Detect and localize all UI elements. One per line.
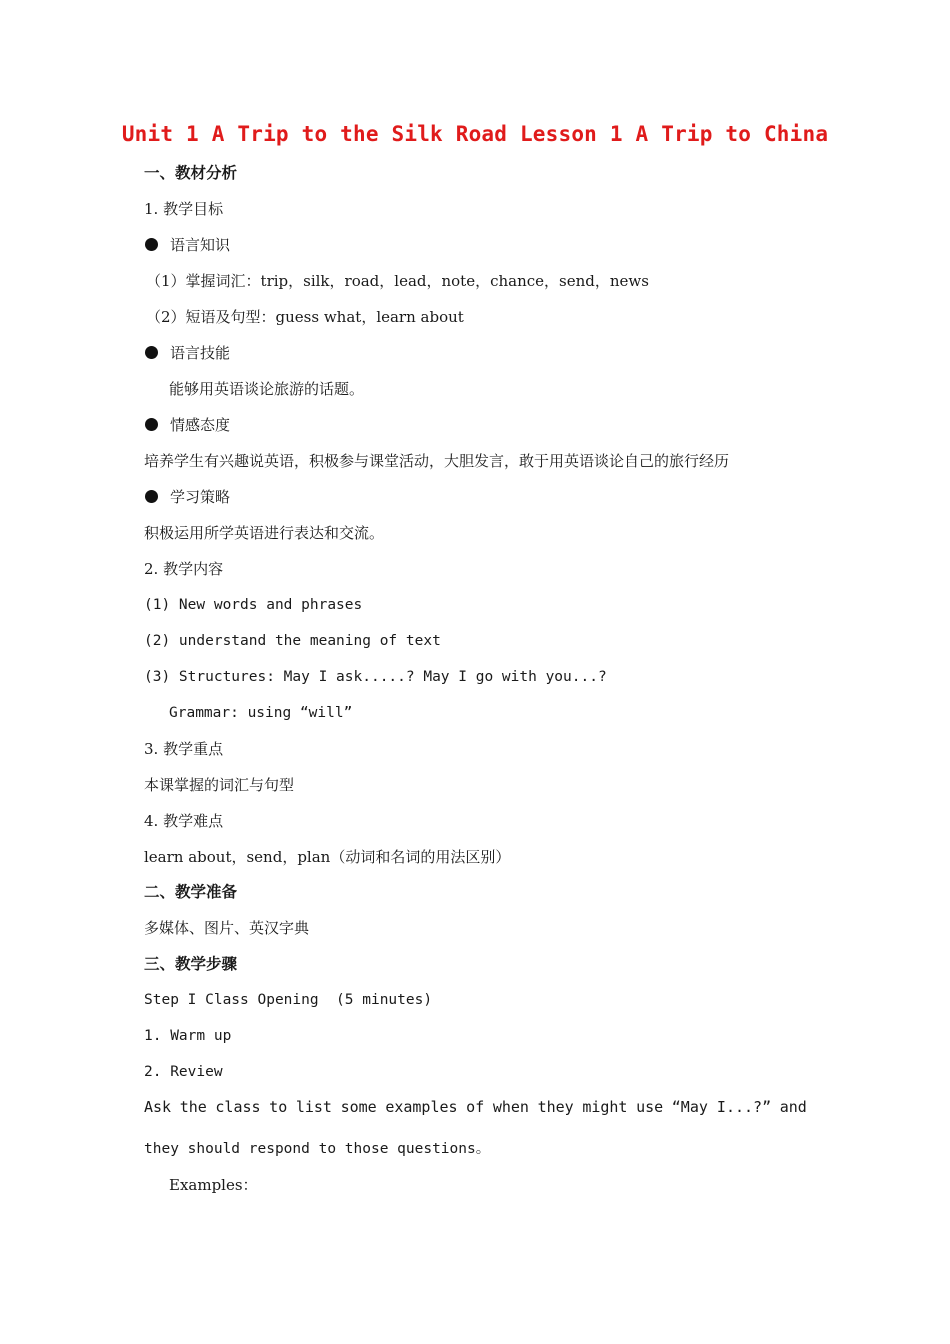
instruction-word: to — [269, 1098, 288, 1116]
difficult-points-heading: 4. 教学难点 — [144, 812, 224, 830]
instruction-line-1 — [144, 1098, 807, 1116]
difficult-points-text: learn about，send，plan（动词和名词的用法区别） — [144, 848, 511, 866]
vocab-line: （1）掌握词汇：trip，silk，road，lead，note，chance，send，news — [146, 272, 649, 290]
instruction-word: some — [340, 1098, 377, 1116]
content-heading: 2. 教学内容 — [144, 560, 224, 578]
examples-label: Examples： — [169, 1176, 258, 1194]
instruction-word: they — [537, 1098, 574, 1116]
key-points-text: 本课掌握的词汇与句型 — [144, 776, 295, 794]
instruction-word: and — [779, 1098, 807, 1116]
bullet-icon — [145, 490, 158, 503]
content-item-1: (1) New words and phrases — [144, 597, 363, 613]
section-heading-analysis: 一、教材分析 — [144, 164, 238, 182]
instruction-word: when — [492, 1098, 529, 1116]
instruction-word: class — [215, 1098, 261, 1116]
content-item-3: (3) Structures: May I ask.....? May I go with you...? — [144, 669, 607, 685]
instruction-word: list — [295, 1098, 332, 1116]
key-points-heading: 3. 教学重点 — [144, 740, 224, 758]
section-heading-preparation: 二、教学准备 — [144, 883, 238, 901]
bullet-attitude — [145, 415, 230, 435]
bullet-label: 语言知识 — [170, 236, 231, 254]
bullet-language-knowledge — [145, 235, 230, 255]
grammar-line: Grammar: using “will” — [169, 705, 353, 721]
bullet-strategy — [145, 487, 230, 507]
attitude-text: 培养学生有兴趣说英语，积极参与课堂活动，大胆发言，敢于用英语谈论自己的旅行经历 — [144, 452, 730, 470]
content-item-2: (2) understand the meaning of text — [144, 633, 441, 649]
bullet-label: 学习策略 — [170, 488, 231, 506]
objectives-heading: 1. 教学目标 — [144, 200, 224, 218]
document-title: Unit 1 A Trip to the Silk Road Lesson 1 A Trip to China — [121, 122, 829, 146]
review-line: 2. Review — [144, 1064, 223, 1080]
instruction-word: “May I...?” — [671, 1098, 772, 1116]
step-one-line: Step I Class Opening (5 minutes) — [144, 992, 433, 1008]
instruction-word: might — [582, 1098, 628, 1116]
phrases-line: （2）短语及句型：guess what，learn about — [146, 308, 464, 326]
instruction-word: use — [636, 1098, 664, 1116]
bullet-icon — [145, 418, 158, 431]
skills-text: 能够用英语谈论旅游的话题。 — [169, 380, 365, 398]
instruction-word: examples — [385, 1098, 458, 1116]
instruction-word: Ask — [144, 1098, 172, 1116]
instruction-word: of — [466, 1098, 485, 1116]
bullet-label: 情感态度 — [170, 416, 231, 434]
warm-up-line: 1. Warm up — [144, 1028, 232, 1044]
bullet-icon — [145, 238, 158, 251]
bullet-language-skills — [145, 343, 230, 363]
instruction-line-2: they should respond to those questions。 — [144, 1141, 491, 1157]
instruction-word: the — [179, 1098, 207, 1116]
section-heading-steps: 三、教学步骤 — [144, 955, 238, 973]
bullet-icon — [145, 346, 158, 359]
preparation-text: 多媒体、图片、英汉字典 — [144, 919, 310, 937]
bullet-label: 语言技能 — [170, 344, 231, 362]
strategy-text: 积极运用所学英语进行表达和交流。 — [144, 524, 385, 542]
